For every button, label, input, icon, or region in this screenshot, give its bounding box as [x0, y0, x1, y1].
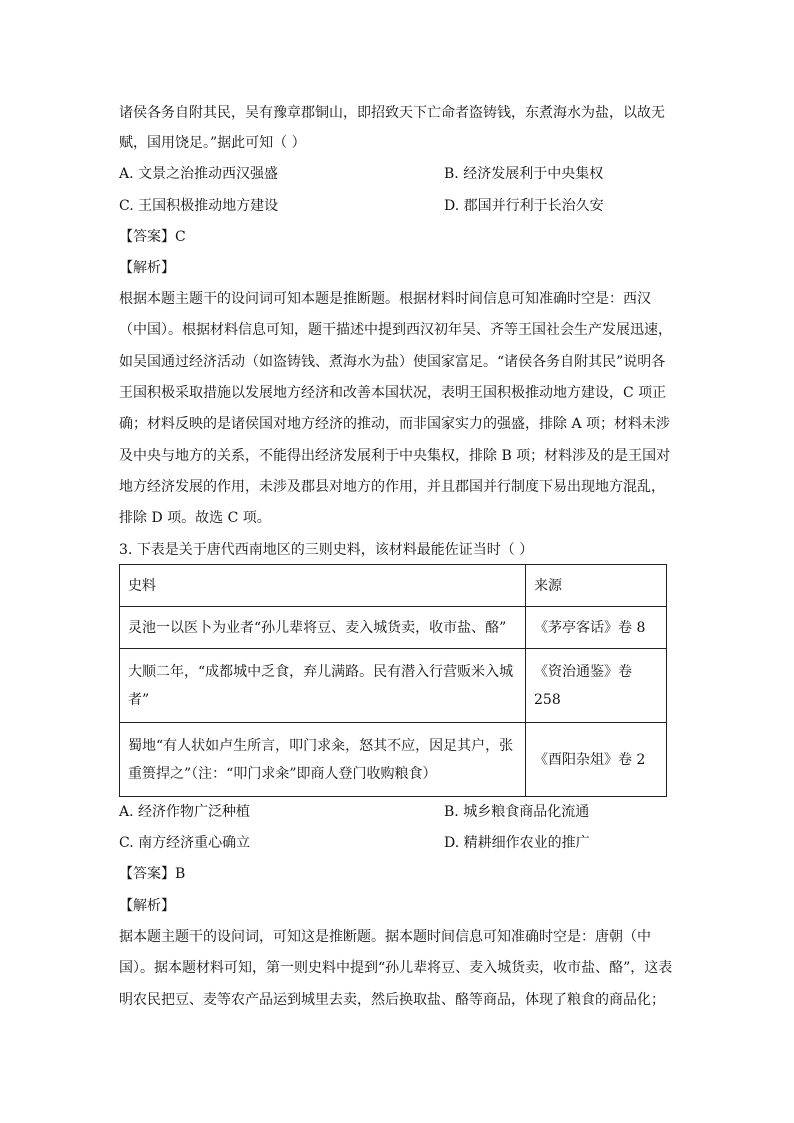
q2-answer: 【答案】C [119, 229, 186, 245]
table-header-cell: 来源 [526, 565, 667, 607]
q2-analysis-line: （中国）。根据材料信息可知，题干描述中提到西汉初年吴、齐等王国社会生产发展迅速， [119, 322, 672, 338]
table-cell-source: 《酉阳杂俎》卷 2 [526, 723, 667, 797]
table-row [120, 649, 667, 723]
q2-option-a: A. 文景之治推动西汉强盛 [119, 166, 279, 182]
q2-analysis-line: 地方经济发展的作用，未涉及郡县对地方的作用，并且郡国并行制度下易出现地方混乱， [119, 479, 665, 495]
q3-option-d: D. 精耕细作农业的推广 [444, 835, 590, 851]
q2-analysis-line: 根据本题主题干的设问词可知本题是推断题。根据材料时间信息可知准确时空是：西汉 [119, 291, 651, 307]
q2-analysis-line: 如吴国通过经济活动（如盗铸钱、煮海水为盐）使国家富足。“诸侯各务自附其民”说明各 [119, 354, 666, 370]
table-header-cell: 史料 [120, 565, 526, 607]
q3-stem: 3. 下表是关于唐代西南地区的三则史料，该材料最能佐证当时（ ） [119, 542, 534, 558]
q2-analysis-line: 及中央与地方的关系，不能得出经济发展利于中央集权，排除 B 项；材料涉及的是王国对 [119, 448, 671, 464]
q2-option-d: D. 郡国并行利于长治久安 [444, 198, 604, 214]
table-header-row [120, 565, 667, 607]
table-cell-source: 《茅亭客话》卷 8 [526, 607, 667, 649]
source-table [119, 564, 667, 797]
q3-analysis-line: 明农民把豆、麦等农产品运到城里去卖，然后换取盐、酪等商品，体现了粮食的商品化； [119, 992, 665, 1008]
q2-stem-line-1: 诸侯各务自附其民，吴有豫章郡铜山，即招致天下亡命者盗铸钱，东煮海水为盐，以故无 [119, 105, 665, 121]
table-cell-text-content: 蜀地“有人状如卢生所言，叩门求籴，怒其不应，因足其户，张重篑捍之”（注：“叩门求籴”即商人登门收购粮食） [128, 737, 514, 782]
q2-option-c: C. 王国积极推动地方建设 [119, 198, 279, 214]
q3-analysis-line: 国）。据本题材料可知，第一则史料中提到“孙儿辈将豆、麦入城货卖，收市盐、酪”，这表 [119, 960, 673, 976]
table-cell-text-content: 大顺二年，“成都城中乏食，弃儿满路。民有潜入行营贩米入城者” [128, 663, 514, 708]
q2-analysis-line: 排除 D 项。故选 C 项。 [119, 510, 271, 526]
q3-answer: 【答案】B [119, 866, 186, 882]
q2-option-b: B. 经济发展利于中央集权 [444, 166, 604, 182]
table-cell-text [120, 723, 526, 797]
q3-option-c: C. 南方经济重心确立 [119, 835, 251, 851]
q2-analysis-line: 确；材料反映的是诸侯国对地方经济的推动，而非国家实力的强盛，排除 A 项；材料未涉 [119, 416, 671, 432]
q2-stem-line-2: 赋，国用饶足。”据此可知（ ） [119, 135, 306, 151]
q3-option-b: B. 城乡粮食商品化流通 [444, 804, 590, 820]
table-row [120, 607, 667, 649]
table-cell-text: 灵池一以医卜为业者“孙儿辈将豆、麦入城货卖，收市盐、酪” [120, 607, 526, 649]
q3-analysis-label: 【解析】 [119, 898, 175, 914]
table-cell-text [120, 649, 526, 723]
q3-analysis-line: 据本题主题干的设问词，可知这是推断题。据本题时间信息可知准确时空是：唐朝（中 [119, 929, 651, 945]
q2-analysis-line: 王国积极采取措施以发展地方经济和改善本国状况，表明王国积极推动地方建设，C 项正 [119, 385, 667, 401]
table-row [120, 723, 667, 797]
q3-option-a: A. 经济作物广泛种植 [119, 804, 251, 820]
table-cell-source: 《资治通鉴》卷 258 [526, 649, 667, 723]
q2-analysis-label: 【解析】 [119, 260, 175, 276]
